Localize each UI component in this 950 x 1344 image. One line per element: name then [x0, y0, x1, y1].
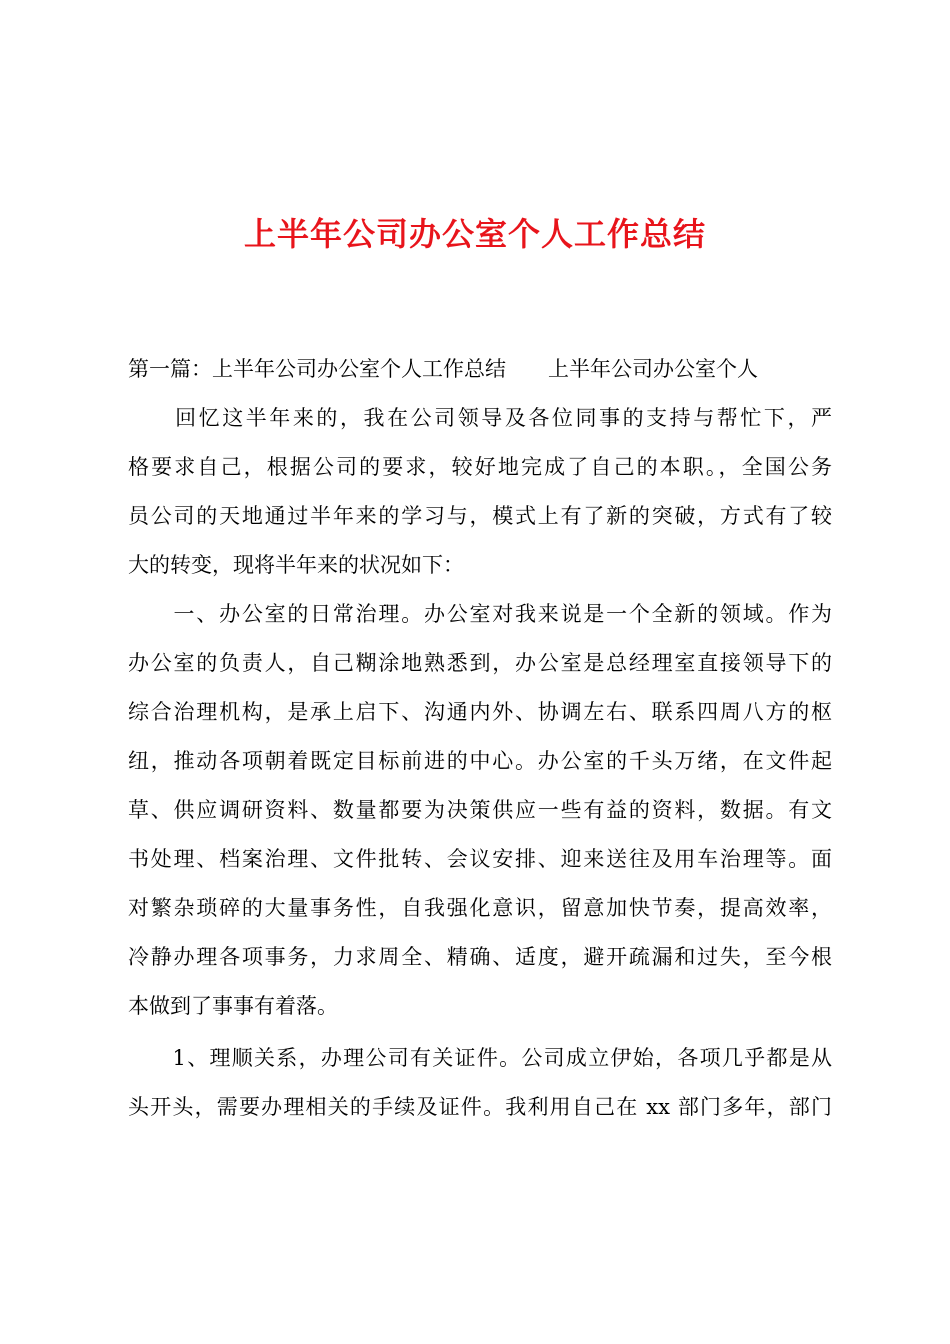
paragraph-line: 书处理、档案治理、文件批转、会议安排、迎来送往及用车治理等。面 — [128, 847, 832, 871]
paragraph-line: 综合治理机构，是承上启下、沟通内外、协调左右、联系四周八方的枢 — [128, 700, 832, 724]
paragraph-line: 冷静办理各项事务，力求周全、精确、适度，避开疏漏和过失，至今根 — [128, 945, 832, 969]
paragraph-line: 员公司的天地通过半年来的学习与，模式上有了新的突破，方式有了较 — [128, 504, 832, 528]
paragraph-line: 草、供应调研资料、数量都要为决策供应一些有益的资料，数据。有文 — [128, 798, 832, 822]
paragraph-line: 一、办公室的日常治理。办公室对我来说是一个全新的领域。作为 — [128, 602, 832, 626]
paragraph-line: 对繁杂琐碎的大量事务性，自我强化意识，留意加快节奏，提高效率， — [128, 896, 832, 920]
paragraph-line: 头开头，需要办理相关的手续及证件。我利用自己在 xx 部门多年，部门 — [128, 1095, 832, 1119]
paragraph-line: 回忆这半年来的，我在公司领导及各位同事的支持与帮忙下，严 — [128, 406, 832, 430]
paragraph-line: 1、理顺关系，办理公司有关证件。公司成立伊始，各项几乎都是从 — [128, 1046, 832, 1070]
paragraph-line: 大的转变，现将半年来的状况如下： — [128, 553, 464, 577]
paragraph-line: 纽，推动各项朝着既定目标前进的中心。办公室的千头万绪，在文件起 — [128, 749, 832, 773]
document-title: 上半年公司办公室个人工作总结 — [243, 215, 706, 253]
paragraph-line: 办公室的负责人，自己糊涂地熟悉到，办公室是总经理室直接领导下的 — [128, 651, 832, 675]
paragraph-line: 本做到了事事有着落。 — [128, 994, 338, 1018]
document-body — [128, 345, 832, 1132]
heading-line: 第一篇：上半年公司办公室个人工作总结 上半年公司办公室个人 — [128, 357, 758, 381]
paragraph-line: 格要求自己，根据公司的要求，较好地完成了自己的本职。，全国公务 — [128, 455, 832, 479]
